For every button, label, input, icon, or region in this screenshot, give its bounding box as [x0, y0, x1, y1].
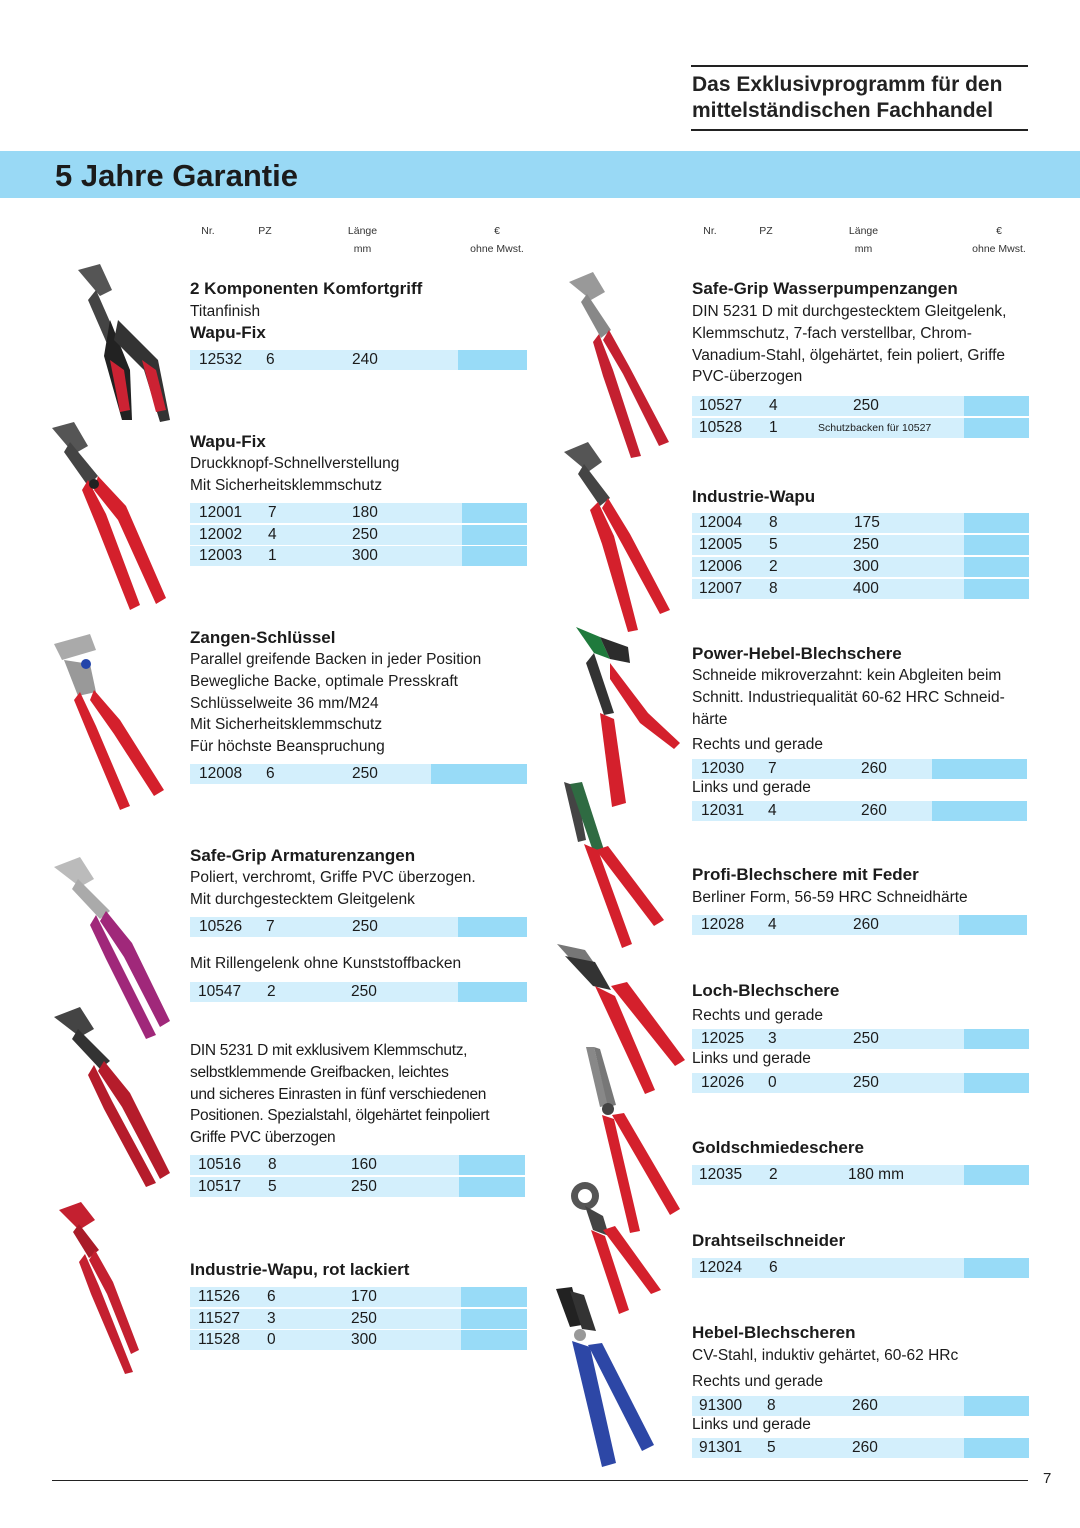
shears-hebel-icon [550, 1285, 660, 1470]
product-title: Goldschmiedeschere [692, 1138, 864, 1157]
col-header-euro: € ohne Mwst. [470, 225, 524, 255]
product-title: Safe-Grip Armaturenzangen [190, 846, 416, 865]
table-row: 11527 3 250 [190, 1309, 527, 1329]
product-desc: Druckknopf-Schnellverstellung Mit Sicherheitsklemmschutz [190, 455, 400, 494]
row-label: Rechts und gerade [692, 736, 823, 753]
pliers-industrie-icon [560, 440, 675, 635]
product-desc: Poliert, verchromt, Griffe PVC überzogen. Mit durchgestecktem Gleitgelenk [190, 869, 476, 908]
table-row: 12003 1 300 [190, 546, 527, 566]
header-top-rule [691, 65, 1028, 67]
table-row: 12024 6 [692, 1258, 1029, 1278]
row-label: Rechts und gerade [692, 1007, 823, 1024]
table-row: 10528 1 Schutzbacken für 10527 [692, 418, 1029, 438]
table-row: 11526 6 170 [190, 1287, 527, 1307]
header-bottom-rule [691, 129, 1028, 131]
col-header-laenge: Länge mm [347, 225, 378, 255]
table-row: 10526 7 250 [190, 917, 527, 937]
table-row: 12030 7 260 [692, 759, 1027, 779]
product-title: Drahtseilschneider [692, 1231, 846, 1250]
col-header-pz: PZ [759, 225, 773, 237]
product-desc: Schneide mikroverzahnt: kein Abgleiten beim Schnitt. Industriequalität 60-62 HRC Schneid- härte [692, 667, 1005, 728]
footer-rule [52, 1480, 1028, 1481]
pliers-komfort-icon [70, 260, 180, 430]
table-row: 10517 5 250 [190, 1177, 525, 1197]
product-title: Industrie-Wapu [692, 487, 816, 506]
product-title: Hebel-Blechscheren [692, 1323, 856, 1342]
product-title: Profi-Blechschere mit Feder [692, 865, 919, 884]
product-title: Loch-Blechschere [692, 981, 840, 1000]
product-title: Zangen-Schlüssel [190, 628, 336, 647]
table-row: 12005 5 250 [692, 535, 1029, 555]
pliers-din-icon [50, 1005, 175, 1190]
table-row: 12002 4 250 [190, 525, 527, 545]
table-row: 10547 2 250 [190, 982, 527, 1002]
pliers-rot-icon [55, 1200, 145, 1375]
col-header-laenge: Länge mm [848, 225, 879, 255]
col-header-nr: Nr. [703, 225, 717, 237]
col-header-pz: PZ [258, 225, 272, 237]
row-label: Links und gerade [692, 1416, 811, 1433]
product-title: Power-Hebel-Blechschere [692, 644, 902, 663]
table-row: 12025 3 250 [692, 1029, 1029, 1049]
page-title: 5 Jahre Garantie [55, 158, 298, 193]
col-header-euro: € ohne Mwst. [972, 225, 1026, 255]
product-desc: DIN 5231 D mit durchgestecktem Gleitgelenk, Klemmschutz, 7-fach verstellbar, Chrom- Vanadium-Stahl, ölgehärtet, fein poliert, Griffe PVC-überzogen [692, 303, 1007, 386]
table-row: 12004 8 175 [692, 513, 1029, 533]
header-title: Das Exklusivprogramm für den mittelständischen Fachhandel [692, 73, 1003, 122]
table-row: 12001 7 180 [190, 503, 527, 523]
table-row: 12035 2 180 mm [692, 1165, 1029, 1185]
table-row: 12006 2 300 [692, 557, 1029, 577]
table-row: 12008 6 250 [190, 764, 527, 784]
row-label: Rechts und gerade [692, 1373, 823, 1390]
row-label: Links und gerade [692, 1050, 811, 1067]
col-header-nr: Nr. [201, 225, 215, 237]
product-desc: Mit Rillengelenk ohne Kunststoffbacken [190, 955, 462, 972]
pliers-safegrip-icon [565, 270, 675, 460]
table-row: 12532 6 240 [190, 350, 527, 370]
row-label: Links und gerade [692, 779, 811, 796]
table-row: 11528 0 300 [190, 1330, 527, 1350]
table-row: 91301 5 260 [692, 1438, 1029, 1458]
table-row: 12007 8 400 [692, 579, 1029, 599]
product-desc: DIN 5231 D mit exklusivem Klemmschutz, selbstklemmende Greifbacken, leichtes und sicheres Einrasten in fünf verschiedenen Positionen. Spezialstahl, ölgehärtet feinpoliert Griffe PVC überzogen [190, 1042, 490, 1147]
product-title: Safe-Grip Wasserpumpenzangen [692, 279, 958, 298]
table-row: 10516 8 160 [190, 1155, 525, 1175]
table-row: 12028 4 260 [692, 915, 1027, 935]
product-desc: Berliner Form, 56-59 HRC Schneidhärte [692, 889, 968, 906]
table-row: 91300 8 260 [692, 1396, 1029, 1416]
product-desc: Parallel greifende Backen in jeder Position Bewegliche Backe, optimale Presskraft Schlüsselweite 36 mm/M24 Mit Sicherheitsklemmschutz Für höchste Beanspruchung [190, 651, 482, 756]
product-title: Industrie-Wapu, rot lackiert [190, 1260, 410, 1279]
shears-profi-icon [560, 780, 670, 950]
product-subtitle: Wapu-Fix [190, 323, 266, 342]
product-desc: Titanfinish [190, 303, 261, 320]
table-row: 10527 4 250 [692, 396, 1029, 416]
pliers-zangenschluessel-icon [50, 630, 170, 810]
product-desc: CV-Stahl, induktiv gehärtet, 60-62 HRc [692, 1347, 959, 1364]
product-title: 2 Komponenten Komfortgriff [190, 279, 423, 298]
pliers-wapufix-icon [48, 420, 173, 615]
product-title: Wapu-Fix [190, 432, 266, 451]
table-row: 12031 4 260 [692, 801, 1027, 821]
table-row: 12026 0 250 [692, 1073, 1029, 1093]
page-number: 7 [1043, 1470, 1052, 1487]
